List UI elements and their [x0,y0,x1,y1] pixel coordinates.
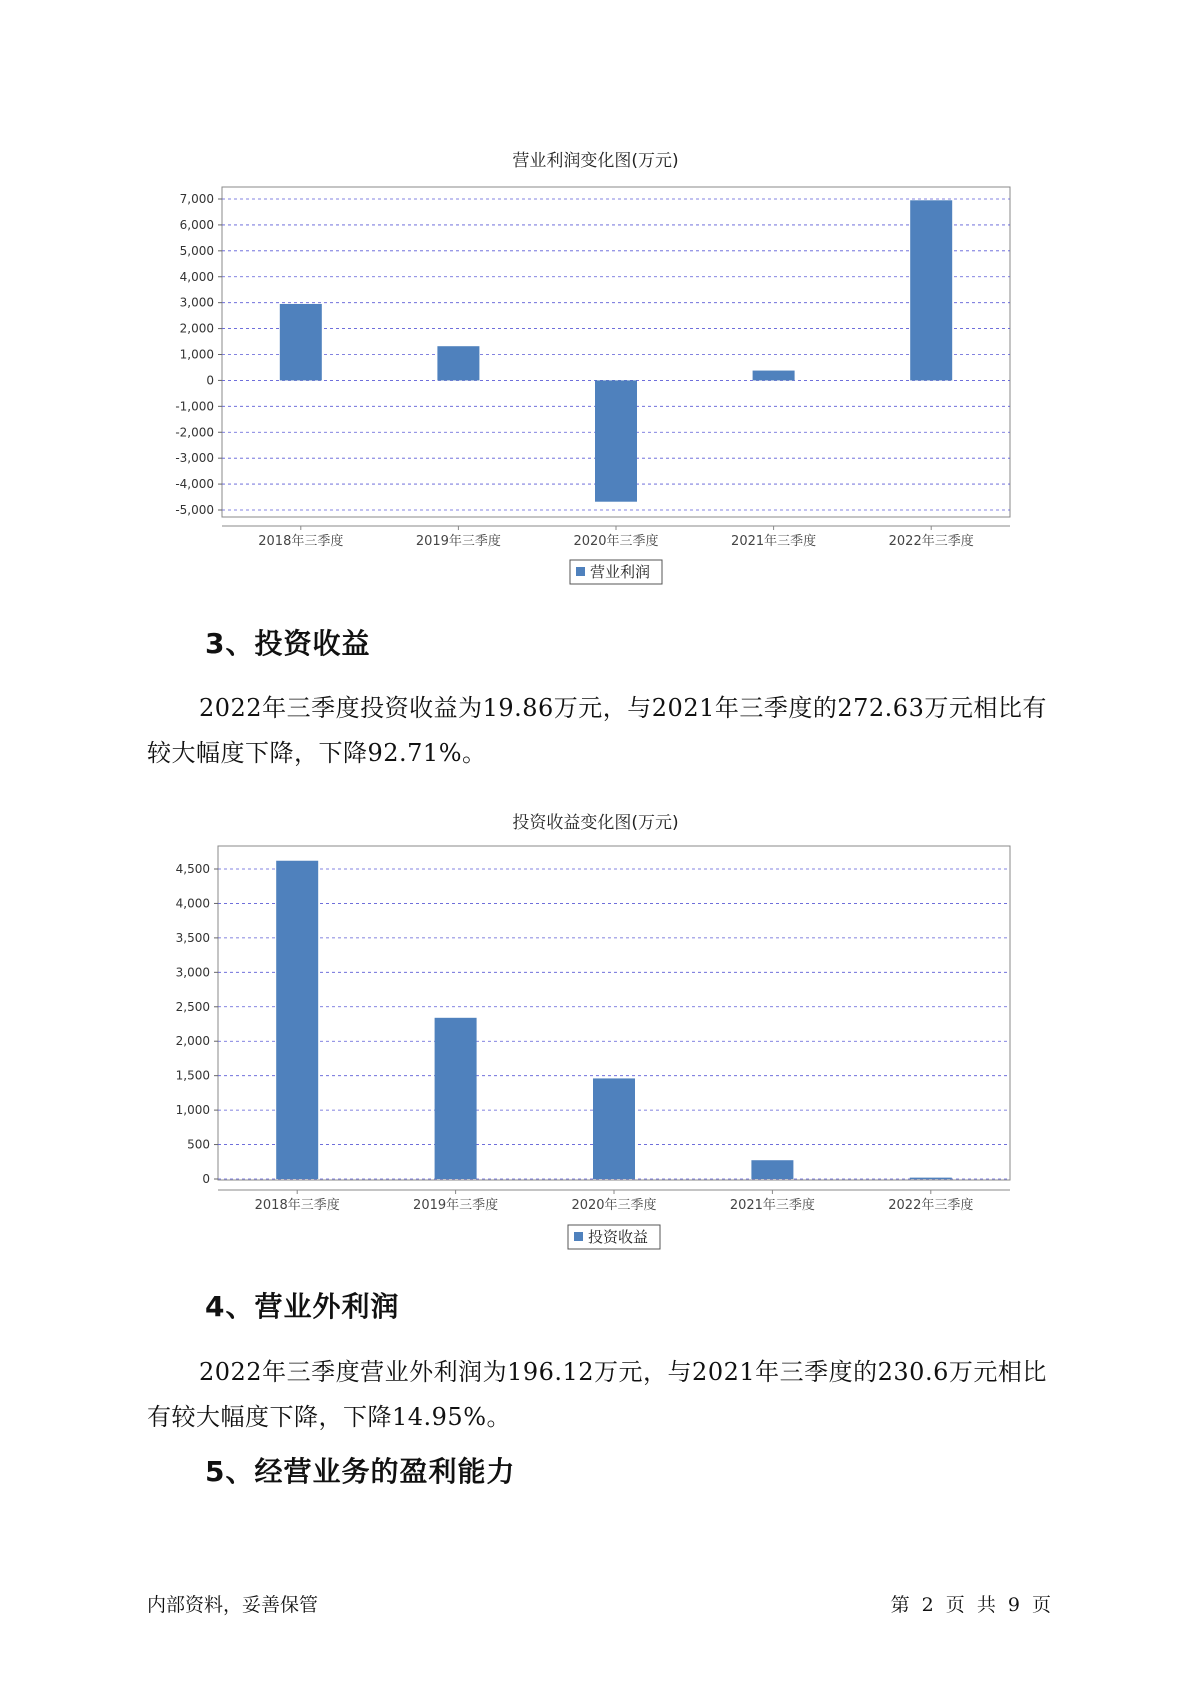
section4-paragraph: 2022年三季度营业外利润为196.12万元，与2021年三季度的230.6万元相比有较大幅度下降，下降14.95%。 [147,1358,1047,1431]
x-tick-label: 2022年三季度 [888,534,974,549]
legend-swatch [574,1232,583,1241]
y-tick-label: 6,000 [179,217,214,232]
y-tick-label: 0 [202,1172,210,1186]
y-tick-label: 500 [187,1137,210,1152]
legend [568,1225,660,1249]
y-tick-label: -2,000 [175,425,214,440]
section4-heading: 4、营业外利润 [205,1290,400,1323]
y-tick-label: -1,000 [175,399,214,414]
y-tick-label: 2,500 [175,999,210,1014]
x-tick-label: 2019年三季度 [413,1198,499,1213]
bar [593,1078,635,1179]
x-tick-label: 2021年三季度 [731,534,817,549]
y-tick-label: 7,000 [179,192,214,206]
y-tick-label: 4,500 [175,862,210,876]
x-tick-label: 2019年三季度 [415,534,501,549]
y-tick-label: 1,000 [179,347,214,362]
bar [910,1178,952,1180]
y-tick-label: 5,000 [179,243,214,258]
y-tick-label: 2,000 [179,321,214,336]
y-tick-label: 4,000 [175,896,210,911]
x-tick-label: 2022年三季度 [888,1198,974,1213]
section3-paragraph: 2022年三季度投资收益为19.86万元，与2021年三季度的272.63万元相比有较大幅度下降，下降92.71%。 [147,694,1047,767]
y-tick-label: -5,000 [175,503,214,517]
y-tick-label: 1,500 [175,1068,210,1083]
bar [751,1160,793,1179]
x-tick-label: 2020年三季度 [571,1198,657,1213]
y-tick-label: 0 [206,373,214,388]
y-tick-label: 1,000 [175,1103,210,1118]
chart1-title: 营业利润变化图(万元) [512,151,679,171]
y-tick-label: 3,500 [175,930,210,945]
legend-label: 营业利润 [590,563,651,581]
section3-heading: 3、投资收益 [205,627,371,660]
y-tick-label: 4,000 [179,269,214,284]
bar [276,861,318,1179]
footer-page-number: 第 2 页 共 9 页 [890,1594,1051,1616]
x-tick-label: 2018年三季度 [258,534,344,549]
x-tick-label: 2020年三季度 [573,534,659,549]
chart2-title: 投资收益变化图(万元) [512,813,679,833]
section5-heading: 5、经营业务的盈利能力 [205,1455,516,1488]
bar [435,1018,477,1179]
legend-label: 投资收益 [588,1228,649,1246]
y-tick-label: 3,000 [179,295,214,310]
x-tick-label: 2021年三季度 [729,1198,815,1213]
footer-confidential-note: 内部资料，妥善保管 [147,1594,319,1616]
x-tick-label: 2018年三季度 [254,1198,340,1213]
y-tick-label: 3,000 [175,965,210,980]
y-tick-label: 2,000 [175,1034,210,1049]
y-tick-label: -4,000 [175,477,214,492]
y-tick-label: -3,000 [175,451,214,466]
